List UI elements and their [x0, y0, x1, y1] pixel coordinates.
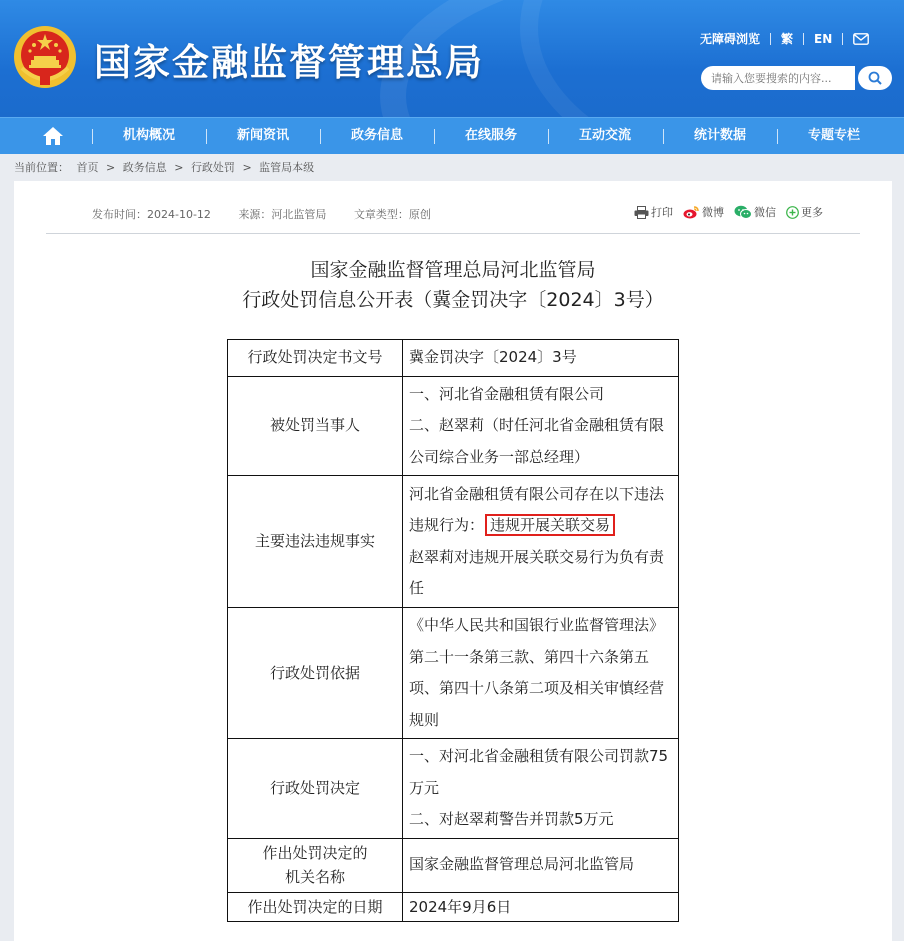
- weibo-icon: [683, 205, 700, 219]
- share-wechat-button[interactable]: [734, 204, 776, 220]
- search-icon: [868, 71, 882, 85]
- nav-item-online-services[interactable]: 在线服务: [464, 128, 517, 143]
- breadcrumb-separator: >: [174, 161, 184, 174]
- nav-item-interaction[interactable]: 互动交流: [578, 128, 631, 143]
- value-text: 河北省金融租赁有限公司存在以下违法违规行为：: [409, 484, 665, 534]
- print-label: 打印: [651, 206, 673, 219]
- table-row: [228, 608, 679, 739]
- plus-circle-icon: [786, 206, 799, 219]
- divider: [770, 33, 771, 45]
- nav-divider: [320, 129, 321, 144]
- breadcrumb-item-bureau[interactable]: 监管局本级: [259, 161, 315, 174]
- row-label: 被处罚当事人: [228, 376, 403, 476]
- search-input[interactable]: [701, 66, 855, 90]
- table-row: [228, 376, 679, 476]
- article-source: 来源：河北监管局: [238, 208, 327, 221]
- row-label-line: 机关名称: [284, 868, 345, 886]
- value-line: 一、对河北省金融租赁有限公司罚款75万元: [409, 747, 669, 797]
- table-row: [228, 838, 679, 892]
- row-value: 冀金罚决字〔2024〕3号: [403, 340, 679, 377]
- wechat-icon: [734, 205, 752, 219]
- share-more-button[interactable]: [786, 204, 823, 220]
- nav-item-special-topics[interactable]: 专题专栏: [807, 128, 860, 143]
- table-row: [228, 340, 679, 377]
- share-weibo-button[interactable]: [683, 204, 724, 220]
- site-title[interactable]: 国家金融监督管理总局: [94, 41, 484, 84]
- row-value: 《中华人民共和国银行业监督管理法》第二十一条第三款、第四十六条第五项、第四十八条第二项及相关审慎经营规则: [403, 608, 679, 739]
- breadcrumb-prefix: 当前位置：: [14, 161, 69, 174]
- article-meta: [92, 206, 455, 222]
- breadcrumb-item-home[interactable]: 首页: [76, 161, 99, 174]
- value-line: 二、赵翠莉（时任河北省金融租赁有限公司综合业务一部总经理）: [409, 416, 665, 466]
- nav-item-statistics[interactable]: 统计数据: [693, 128, 746, 143]
- share-bar: [634, 204, 833, 220]
- row-label: 主要违法违规事实: [228, 476, 403, 608]
- row-value: [403, 476, 679, 608]
- divider: [46, 233, 860, 234]
- divider: [803, 33, 804, 45]
- penalty-info-table: [227, 339, 679, 922]
- row-value: [403, 376, 679, 476]
- article-title-line-1: 国家金融监督管理总局河北监管局: [310, 259, 596, 281]
- row-value: [403, 739, 679, 839]
- breadcrumb-item-government-info[interactable]: 政务信息: [122, 161, 167, 174]
- breadcrumb-separator: >: [242, 161, 252, 174]
- table-row: [228, 739, 679, 839]
- value-line: 一、河北省金融租赁有限公司: [409, 384, 605, 403]
- row-label: 作出处罚决定的日期: [228, 892, 403, 921]
- row-label: [228, 838, 403, 892]
- divider: [842, 33, 843, 45]
- breadcrumb: [14, 159, 318, 175]
- row-value: 2024年9月6日: [403, 892, 679, 921]
- home-icon[interactable]: [42, 126, 64, 146]
- row-value: 国家金融监督管理总局河北监管局: [403, 838, 679, 892]
- row-label: 行政处罚决定书文号: [228, 340, 403, 377]
- nav-divider: [92, 129, 93, 144]
- article-title-line-2: 行政处罚信息公开表（冀金罚决字〔2024〕3号）: [242, 289, 664, 311]
- traditional-chinese-link[interactable]: 繁: [781, 32, 794, 46]
- mail-icon[interactable]: [853, 33, 869, 45]
- row-label: 行政处罚决定: [228, 739, 403, 839]
- nav-divider: [206, 129, 207, 144]
- top-links: [700, 30, 869, 47]
- breadcrumb-separator: >: [106, 161, 116, 174]
- search-box: [701, 66, 891, 90]
- nav-item-government-info[interactable]: 政务信息: [350, 128, 403, 143]
- print-button[interactable]: [634, 204, 673, 220]
- nav-divider: [548, 129, 549, 144]
- publish-time: 发布时间：2024-10-12: [92, 208, 211, 221]
- national-emblem-icon[interactable]: [12, 24, 78, 90]
- row-label: 行政处罚依据: [228, 608, 403, 739]
- wechat-label: 微信: [754, 206, 776, 219]
- search-button[interactable]: [858, 66, 892, 90]
- english-link[interactable]: EN: [814, 31, 833, 46]
- nav-item-about[interactable]: 机构概况: [122, 128, 175, 143]
- nav-item-news[interactable]: 新闻资讯: [236, 128, 289, 143]
- nav-divider: [434, 129, 435, 144]
- value-line: 二、对赵翠莉警告并罚款5万元: [409, 810, 614, 828]
- nav-divider: [777, 129, 778, 144]
- article-type: 文章类型：原创: [353, 208, 431, 221]
- table-row: [228, 892, 679, 921]
- accessibility-link[interactable]: 无障碍浏览: [700, 32, 761, 46]
- breadcrumb-item-penalty[interactable]: 行政处罚: [190, 161, 235, 174]
- article-title: [14, 255, 892, 315]
- more-label: 更多: [801, 206, 823, 219]
- header-decoration: [520, 0, 904, 117]
- site-header: [0, 0, 904, 117]
- row-label-line: 作出处罚决定的: [262, 844, 368, 862]
- main-nav: [0, 117, 904, 154]
- table-row: [228, 476, 679, 608]
- weibo-label: 微博: [702, 206, 724, 219]
- nav-divider: [663, 129, 664, 144]
- value-line: 赵翠莉对违规开展关联交易行为负有责任: [409, 547, 665, 597]
- highlighted-violation: 违规开展关联交易: [485, 514, 615, 536]
- print-icon: [634, 206, 649, 219]
- article-container: [14, 181, 892, 941]
